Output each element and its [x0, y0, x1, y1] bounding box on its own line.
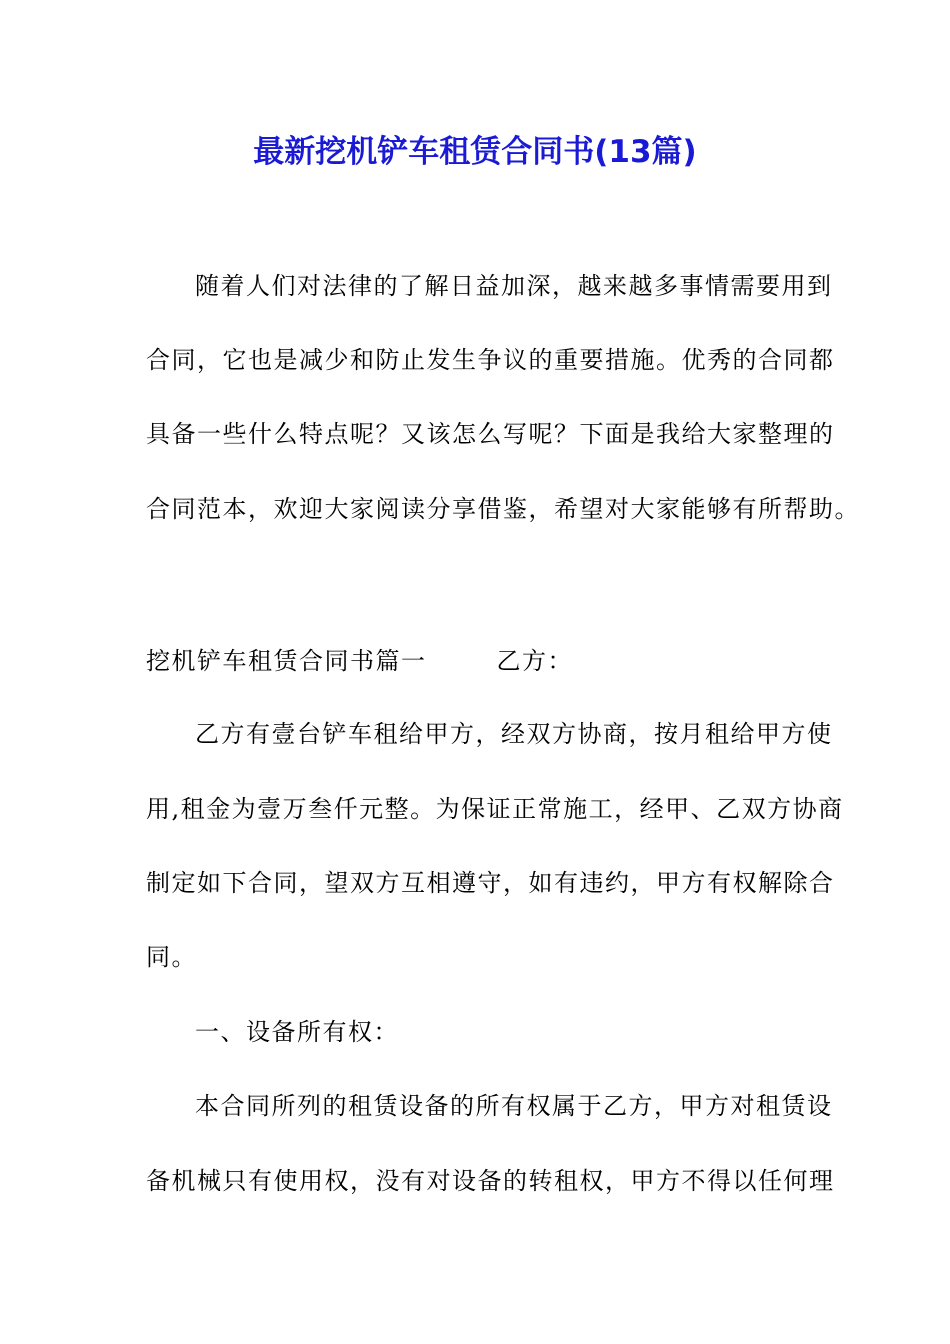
intro-line-3: 具备一些什么特点呢？又该怎么写呢？下面是我给大家整理的 [146, 420, 835, 448]
intro-line-2: 合同，它也是减少和防止发生争议的重要措施。优秀的合同都 [146, 346, 835, 374]
section-heading-line [146, 643, 573, 679]
intro-line-1: 随着人们对法律的了解日益加深，越来越多事情需要用到 [195, 272, 833, 300]
body-line-2: 用,租金为壹万叁仟元整。为保证正常施工，经甲、乙双方协商 [146, 795, 844, 823]
intro-line-4: 合同范本，欢迎大家阅读分享借鉴，希望对大家能够有所帮助。 [146, 495, 860, 523]
clause-heading: 一、设备所有权： [195, 1018, 399, 1046]
clause-line-2: 备机械只有使用权，没有对设备的转租权，甲方不得以任何理 [146, 1167, 835, 1195]
party-b-label: 乙方： [496, 647, 573, 675]
body-line-1: 乙方有壹台铲车租给甲方，经双方协商，按月租给甲方使 [195, 720, 833, 748]
section-heading: 挖机铲车租赁合同书篇一 [146, 647, 427, 675]
clause-line-1: 本合同所列的租赁设备的所有权属于乙方，甲方对租赁设 [195, 1092, 833, 1120]
document-title: 最新挖机铲车租赁合同书(13篇) [253, 134, 697, 170]
body-line-4: 同。 [146, 943, 197, 971]
body-line-3: 制定如下合同，望双方互相遵守，如有违约，甲方有权解除合 [146, 869, 835, 897]
